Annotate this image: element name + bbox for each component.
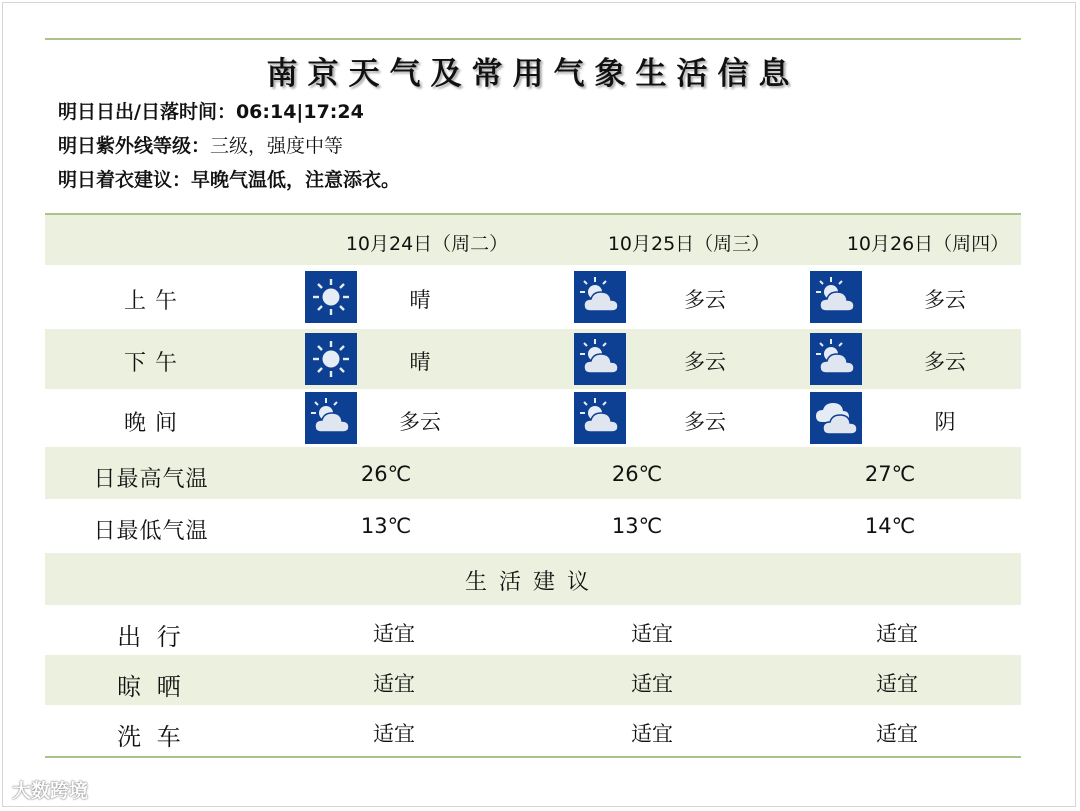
weather-text: 多云: [399, 410, 441, 434]
uv-value: 三级，强度中等: [210, 135, 344, 157]
high-temp-day-3: 27℃: [864, 462, 916, 486]
weather-text: 阴: [934, 410, 956, 434]
high-temp-row: [45, 447, 1021, 499]
carwash-label: 洗 车: [117, 723, 185, 751]
partly-cloudy-icon: [574, 271, 626, 323]
drying-day-1: 适宜: [373, 672, 415, 696]
date-day-3: 10月26日（周四）: [846, 233, 1010, 255]
afternoon-row: [45, 329, 1021, 389]
sunrise-info: [58, 97, 364, 124]
evening-label: 晚 间: [124, 411, 178, 436]
sun-icon: [305, 271, 357, 323]
weather-text: 多云: [684, 350, 726, 374]
weather-text: 晴: [409, 350, 431, 374]
low-temp-day-2: 13℃: [611, 514, 663, 538]
cloudy-icon: [810, 392, 862, 444]
carwash-day-2: 适宜: [631, 722, 673, 746]
carwash-day-3: 适宜: [876, 722, 918, 746]
watermark: 大数跨境: [12, 780, 89, 802]
carwash-row: [45, 705, 1021, 755]
weather-text: 多云: [684, 410, 726, 434]
drying-day-3: 适宜: [876, 672, 918, 696]
morning-label: 上 午: [124, 289, 178, 314]
high-temp-day-1: 26℃: [360, 462, 412, 486]
page-title: 南京天气及常用气象生活信息: [266, 56, 800, 92]
low-temp-row: [45, 499, 1021, 553]
travel-row: [45, 605, 1021, 655]
partly-cloudy-icon: [305, 392, 357, 444]
partly-cloudy-icon: [574, 333, 626, 385]
bottom-rule: [45, 756, 1021, 758]
travel-label: 出 行: [117, 623, 185, 651]
date-day-2: 10月25日（周三）: [607, 233, 771, 255]
evening-row: [45, 389, 1021, 447]
partly-cloudy-icon: [810, 333, 862, 385]
clothing-label: 明日着衣建议：: [58, 169, 192, 191]
sun-icon: [305, 333, 357, 385]
high-temp-day-2: 26℃: [611, 462, 663, 486]
sunrise-value: 06:14|17:24: [235, 101, 364, 123]
weather-text: 多云: [924, 350, 966, 374]
travel-day-2: 适宜: [631, 622, 673, 646]
drying-row: [45, 655, 1021, 705]
weather-text: 多云: [924, 288, 966, 312]
afternoon-label: 下 午: [124, 351, 178, 376]
low-temp-day-3: 14℃: [864, 514, 916, 538]
life-advice-title: 生活建议: [464, 570, 601, 595]
travel-day-1: 适宜: [373, 622, 415, 646]
date-day-1: 10月24日（周二）: [345, 233, 509, 255]
uv-label: 明日紫外线等级：: [58, 135, 211, 157]
travel-day-3: 适宜: [876, 622, 918, 646]
low-temp-day-1: 13℃: [360, 514, 412, 538]
top-rule: [45, 38, 1021, 40]
uv-info: [58, 131, 343, 158]
clothing-info: [58, 165, 400, 192]
partly-cloudy-icon: [574, 392, 626, 444]
partly-cloudy-icon: [810, 271, 862, 323]
carwash-day-1: 适宜: [373, 722, 415, 746]
header-row: [45, 215, 1021, 265]
high-temp-label: 日最高气温: [93, 467, 209, 492]
life-advice-header-row: [45, 553, 1021, 605]
sunrise-label: 明日日出/日落时间：: [58, 101, 236, 123]
drying-label: 晾 晒: [117, 673, 185, 701]
weather-text: 多云: [684, 288, 726, 312]
morning-row: [45, 265, 1021, 329]
drying-day-2: 适宜: [631, 672, 673, 696]
weather-text: 晴: [409, 288, 431, 312]
clothing-value: 早晚气温低，注意添衣。: [191, 169, 401, 191]
low-temp-label: 日最低气温: [93, 519, 209, 544]
